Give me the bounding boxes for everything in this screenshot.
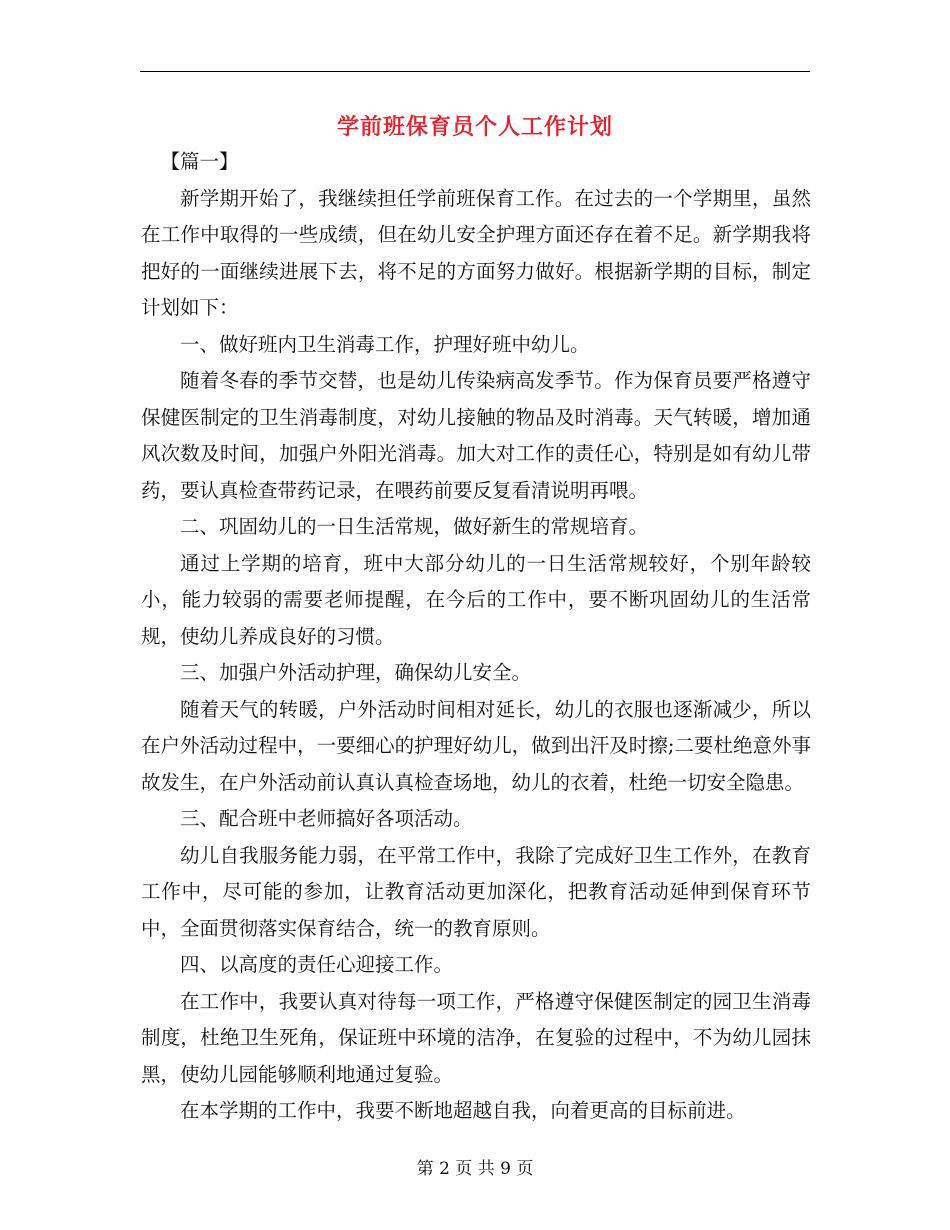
paragraph-closing: 在本学期的工作中，我要不断地超越自我，向着更高的目标前进。 <box>180 1099 746 1122</box>
section-heading-5: 四、以高度的责任心迎接工作。 <box>180 953 454 976</box>
document-body <box>141 144 811 1130</box>
document-title: 学前班保育员个人工作计划 <box>336 114 613 140</box>
paragraph-1: 随着冬春的季节交替，也是幼儿传染病高发季节。作为保育员要严格遵守保健医制定的卫生消毒制度，对幼儿接触的物品及时消毒。天气转暖，增加通风次数及时间，加强户外阳光消毒。加大对工作的责任心，特别是如有幼儿带药，要认真检查带药记录，在喂药前要反复看清说明再喂。 <box>141 369 811 502</box>
paragraph-2: 通过上学期的培育，班中大部分幼儿的一日生活常规较好，个别年龄较小，能力较弱的需要老师提醒，在今后的工作中，要不断巩固幼儿的生活常规，使幼儿养成良好的习惯。 <box>141 551 811 648</box>
paragraph-5: 在工作中，我要认真对待每一项工作，严格遵守保健医制定的园卫生消毒制度，杜绝卫生死角，保证班中环境的洁净，在复验的过程中，不为幼儿园抹黑，使幼儿园能够顺利地通过复验。 <box>141 989 811 1086</box>
paragraph-4: 幼儿自我服务能力弱，在平常工作中，我除了完成好卫生工作外，在教育工作中，尽可能的参加，让教育活动更加深化，把教育活动延伸到保育环节中，全面贯彻落实保育结合，统一的教育原则。 <box>141 843 811 940</box>
header-rule <box>140 71 810 72</box>
page-footer: 第 2 页 共 9 页 <box>416 1159 534 1179</box>
section-heading-2: 二、巩固幼儿的一日生活常规，做好新生的常规培育。 <box>180 515 649 538</box>
paragraph-3: 随着天气的转暖，户外活动时间相对延长，幼儿的衣服也逐渐减少，所以在户外活动过程中，一要细心的护理好幼儿，做到出汗及时擦;二要杜绝意外事故发生，在户外活动前认真认真检查场地，幼儿的衣着，杜绝一切安全隐患。 <box>141 697 811 794</box>
section-heading-3: 三、加强户外活动护理，确保幼儿安全。 <box>180 661 532 684</box>
part-label: 【篇一】 <box>160 150 239 173</box>
section-heading-4: 三、配合班中老师搞好各项活动。 <box>180 807 473 830</box>
paragraph-intro: 新学期开始了，我继续担任学前班保育工作。在过去的一个学期里，虽然在工作中取得的一些成绩，但在幼儿安全护理方面还存在着不足。新学期我将把好的一面继续进展下去，将不足的方面努力做好。根据新学期的目标，制定计划如下： <box>141 186 811 319</box>
section-heading-1: 一、做好班内卫生消毒工作，护理好班中幼儿。 <box>180 332 590 356</box>
